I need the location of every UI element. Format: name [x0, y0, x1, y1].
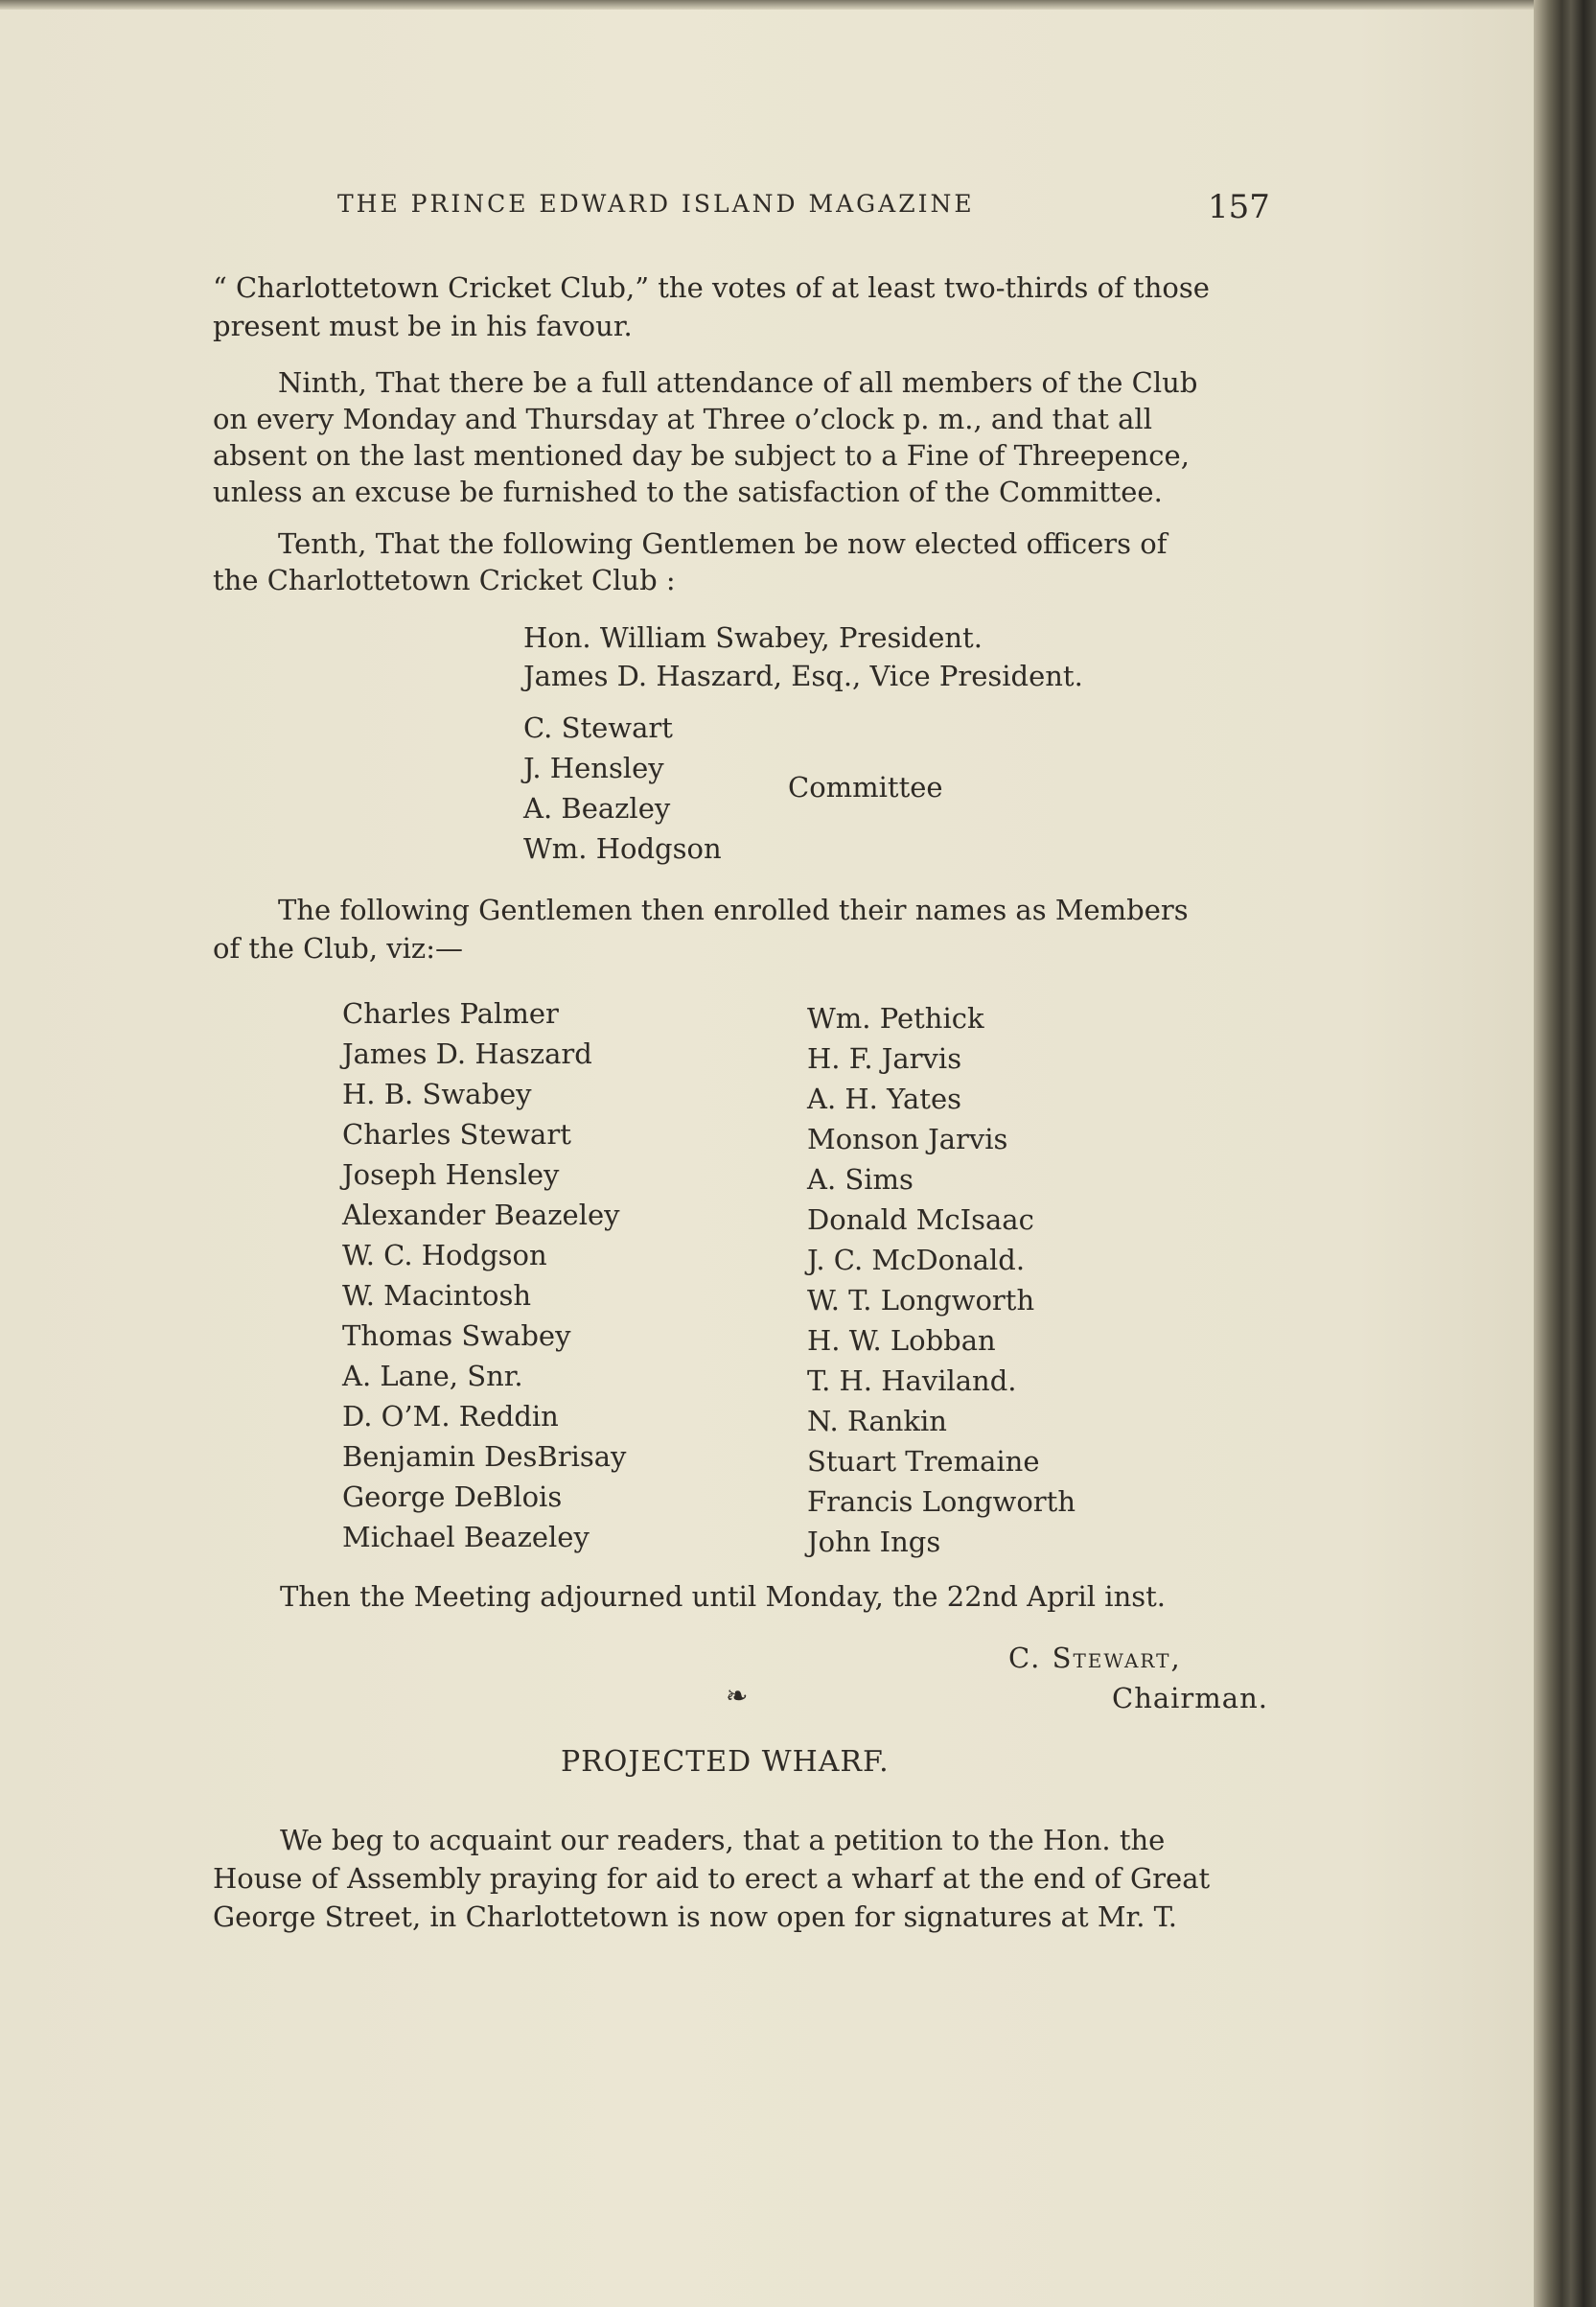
paragraph-line: of the Club, viz:— — [213, 932, 463, 965]
signature-name: C. Stewart, — [1008, 1642, 1182, 1674]
member-right: John Ings — [807, 1526, 941, 1558]
paragraph-line: George Street, in Charlottetown is now open for signatures at Mr. T. — [213, 1900, 1177, 1933]
member-left: W. C. Hodgson — [342, 1239, 547, 1271]
member-left: W. Macintosh — [342, 1279, 532, 1312]
member-right: N. Rankin — [807, 1405, 947, 1437]
officer-president: Hon. William Swabey, President. — [523, 621, 983, 654]
paragraph-line: present must be in his favour. — [213, 310, 633, 342]
paragraph-line: “ Charlottetown Cricket Club,” the votes of at least two-thirds of those — [213, 271, 1210, 304]
member-left: D. O’M. Reddin — [342, 1400, 559, 1433]
member-right: H. F. Jarvis — [807, 1042, 962, 1075]
committee-member: A. Beazley — [523, 792, 671, 825]
member-right: Francis Longworth — [807, 1485, 1076, 1518]
member-left: A. Lane, Snr. — [342, 1360, 523, 1392]
paragraph-line: the Charlottetown Cricket Club : — [213, 564, 676, 596]
running-header: THE PRINCE EDWARD ISLAND MAGAZINE — [337, 190, 975, 218]
signature-title: Chairman. — [1112, 1682, 1268, 1714]
ornament-icon: ❧ — [726, 1680, 749, 1712]
paragraph-line: The following Gentlemen then enrolled their names as Members — [278, 894, 1189, 926]
member-right: W. T. Longworth — [807, 1284, 1035, 1317]
member-left: Charles Stewart — [342, 1118, 571, 1151]
officer-vice-president: James D. Haszard, Esq., Vice President. — [523, 660, 1083, 692]
member-left: Charles Palmer — [342, 997, 559, 1030]
member-left: Michael Beazeley — [342, 1521, 590, 1553]
member-right: Donald McIsaac — [807, 1203, 1034, 1236]
member-right: H. W. Lobban — [807, 1324, 996, 1357]
paragraph-line: House of Assembly praying for aid to erect a wharf at the end of Great — [213, 1862, 1211, 1895]
committee-member: Wm. Hodgson — [523, 832, 722, 865]
member-left: James D. Haszard — [342, 1037, 592, 1070]
member-right: A. H. Yates — [807, 1083, 961, 1115]
book-binding — [1534, 0, 1596, 2307]
member-right: Stuart Tremaine — [807, 1445, 1040, 1478]
section-heading: PROJECTED WHARF. — [561, 1745, 890, 1779]
adjourn-line: Then the Meeting adjourned until Monday, the 22nd April inst. — [280, 1580, 1167, 1613]
paragraph-line: on every Monday and Thursday at Three o’clock p. m., and that all — [213, 403, 1152, 435]
committee-member: J. Hensley — [523, 752, 664, 784]
member-left: Joseph Hensley — [342, 1158, 560, 1191]
member-right: J. C. McDonald. — [807, 1244, 1026, 1276]
page-top-edge — [0, 0, 1534, 10]
paragraph-line: absent on the last mentioned day be subject to a Fine of Threepence, — [213, 439, 1190, 472]
member-right: A. Sims — [807, 1163, 914, 1196]
member-left: Alexander Beazeley — [342, 1199, 620, 1231]
paragraph-line: Ninth, That there be a full attendance of all members of the Club — [278, 366, 1198, 399]
paragraph-line: Tenth, That the following Gentlemen be now elected officers of — [278, 527, 1168, 560]
paragraph-line: unless an excuse be furnished to the satisfaction of the Committee. — [213, 476, 1163, 508]
member-left: Thomas Swabey — [342, 1319, 571, 1352]
member-left: Benjamin DesBrisay — [342, 1440, 627, 1473]
paragraph-line: We beg to acquaint our readers, that a petition to the Hon. the — [280, 1824, 1166, 1856]
member-right: Monson Jarvis — [807, 1123, 1008, 1155]
member-left: George DeBlois — [342, 1480, 563, 1513]
member-right: T. H. Haviland. — [807, 1364, 1017, 1397]
member-right: Wm. Pethick — [807, 1002, 984, 1035]
committee-member: C. Stewart — [523, 711, 673, 744]
committee-label: Committee — [788, 771, 943, 804]
page-number: 157 — [1208, 188, 1270, 226]
member-left: H. B. Swabey — [342, 1078, 532, 1110]
